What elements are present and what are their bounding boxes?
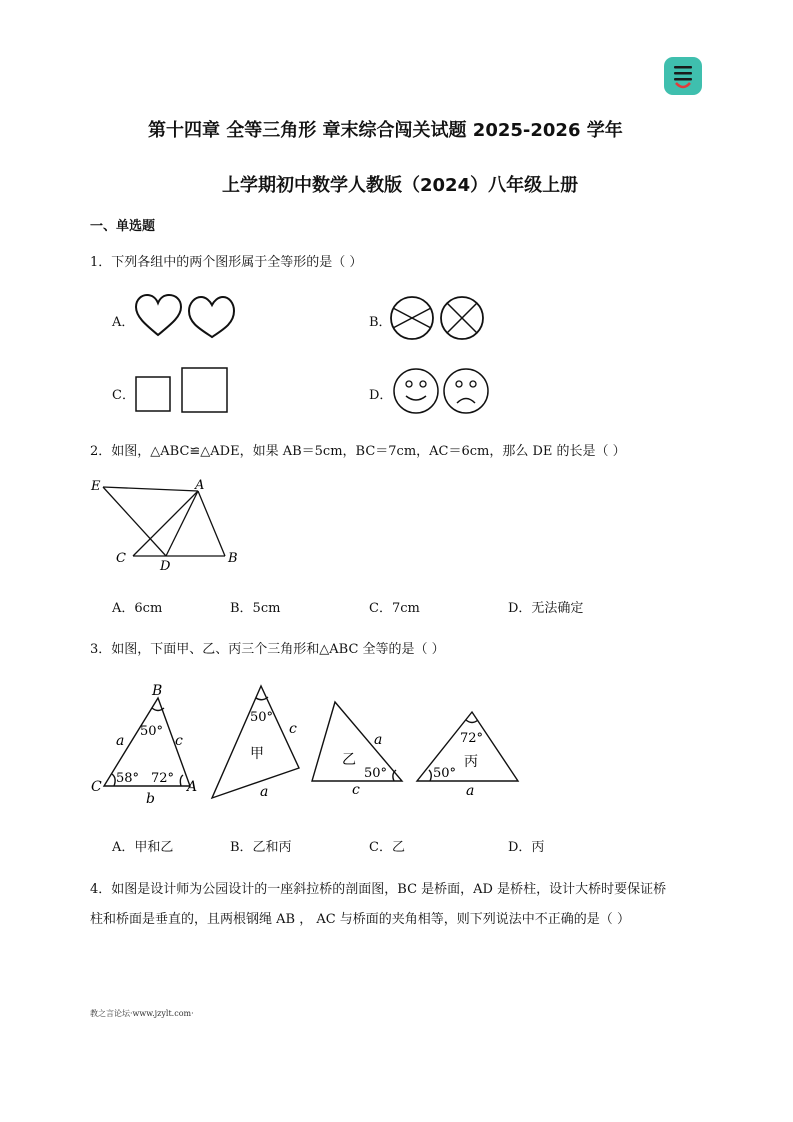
q1-option-c-label: C． — [112, 388, 135, 403]
q3-yi-side-a: a — [374, 732, 383, 748]
q3-bing-side-a: a — [466, 783, 475, 799]
question-3-stem: 3．如图，下面甲、乙、丙三个三角形和△ABC 全等的是（ ） — [90, 642, 445, 657]
q1-option-a-label: A． — [112, 315, 135, 330]
q1-option-a-hearts — [132, 293, 238, 345]
q3-option-b: B．乙和丙 — [230, 840, 292, 855]
q3-option-c: C．乙 — [369, 840, 405, 855]
q2-label-e: E — [91, 479, 101, 494]
q3-abc-side-a: a — [116, 733, 125, 749]
q2-label-b: B — [228, 551, 238, 566]
q3-bing-angle-50: 50° — [433, 766, 457, 781]
q3-abc-angle-58: 58° — [116, 771, 140, 786]
q2-label-d: D — [160, 559, 171, 574]
q2-figure — [88, 474, 248, 578]
doc-title-line1: 第十四章 全等三角形 章末综合闯关试题 2025-2026 学年 — [148, 120, 623, 141]
q2-option-d: D．无法确定 — [508, 601, 584, 616]
q3-abc-b: B — [152, 683, 163, 699]
q1-option-b-crossed-circles — [388, 294, 488, 346]
q2-option-c: C．7cm — [369, 601, 420, 616]
q1-option-d-faces — [391, 366, 493, 420]
q3-jia-side-a: a — [260, 784, 269, 800]
q3-jia-angle-50: 50° — [250, 710, 274, 725]
question-2-stem: 2．如图，△ABC≌△ADE，如果 AB＝5cm，BC＝7cm，AC＝6cm，那么 DE 的长是（ ） — [90, 444, 626, 459]
q1-option-d-label: D． — [369, 388, 393, 403]
q2-option-a: A．6cm — [112, 601, 163, 616]
question-4-stem-line2: 柱和桥面是垂直的，且两根钢绳 AB ， AC 与桥面的夹角相等，则下列说法中不正确的是（ ） — [90, 912, 630, 927]
q3-option-d: D．丙 — [508, 840, 545, 855]
q3-option-a: A．甲和乙 — [112, 840, 174, 855]
q3-figure — [88, 680, 528, 814]
q3-jia-name: 甲 — [250, 746, 264, 762]
page-footer: 教之言论坛·www.jzylt.com· — [90, 1009, 194, 1018]
q2-label-a: A — [195, 478, 205, 493]
doc-title-line2: 上学期初中数学人教版（2024）八年级上册 — [222, 175, 579, 196]
q2-option-b: B．5cm — [230, 601, 281, 616]
doc-logo-icon — [664, 57, 702, 95]
q1-option-c-squares — [134, 366, 232, 418]
q3-abc-c: C — [91, 779, 102, 795]
q3-bing-angle-72: 72° — [460, 731, 484, 746]
q3-abc-side-c: c — [175, 733, 183, 749]
section-heading: 一、单选题 — [90, 219, 156, 234]
question-4-stem-line1: 4．如图是设计师为公园设计的一座斜拉桥的剖面图，BC 是桥面，AD 是桥柱，设计大桥时要保证桥 — [90, 882, 667, 897]
q1-option-b-label: B． — [369, 315, 392, 330]
q3-bing-name: 丙 — [464, 754, 478, 770]
q3-abc-angle-50: 50° — [140, 724, 164, 739]
q3-abc-a: A — [187, 779, 198, 795]
q3-abc-angle-72: 72° — [151, 771, 175, 786]
q3-yi-angle-50: 50° — [364, 766, 388, 781]
q3-abc-side-b: b — [146, 791, 155, 807]
q3-yi-name: 乙 — [342, 752, 356, 768]
q3-yi-side-c: c — [352, 782, 360, 798]
question-1-stem: 1．下列各组中的两个图形属于全等形的是（ ） — [90, 255, 363, 270]
q2-label-c: C — [116, 551, 126, 566]
q3-jia-side-c: c — [289, 721, 297, 737]
